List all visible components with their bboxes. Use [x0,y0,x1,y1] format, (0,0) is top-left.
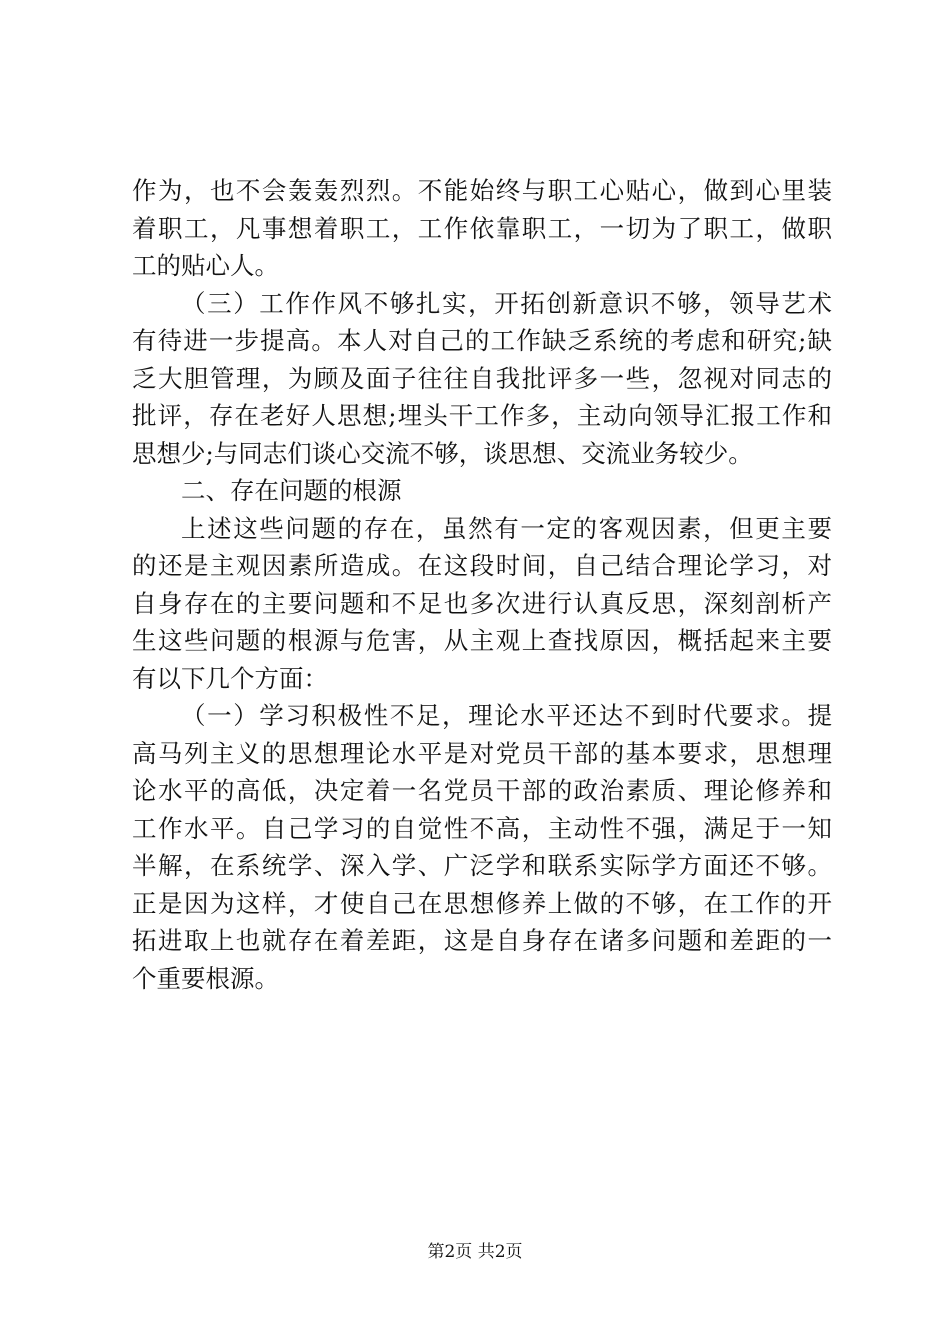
text-line: 思想少;与同志们谈心交流不够，谈思想、交流业务较少。 [132,438,753,468]
text-line: 乏大胆管理，为顾及面子往往自我批评多一些，忽视对同志的 [132,363,832,393]
text-line: 批评，存在老好人思想;埋头干工作多，主动向领导汇报工作和 [132,401,832,430]
section-heading [132,472,832,510]
paragraph-root-causes [132,510,832,698]
text-line: 有以下几个方面： [132,663,328,693]
text-line: 着职工，凡事想着职工，工作依靠职工，一切为了职工，做职 [132,213,832,243]
paragraph-study [132,697,832,997]
document-body [132,172,832,997]
text-line: 工的贴心人。 [132,251,279,280]
text-line: 半解，在系统学、深入学、广泛学和联系实际学方面还不够。 [132,851,832,880]
text-line: 正是因为这样，才使自己在思想修养上做的不够，在工作的开 [132,888,832,918]
heading-line: 二、存在问题的根源 [181,476,402,505]
text-line: 上述这些问题的存在，虽然有一定的客观因素，但更主要 [181,513,832,543]
text-line: 论水平的高低，决定着一名党员干部的政治素质、理论修养和 [132,776,832,805]
text-line: 生这些问题的根源与危害，从主观上查找原因，概括起来主要 [132,626,832,655]
text-line: 自身存在的主要问题和不足也多次进行认真反思，深刻剖析产 [132,588,832,618]
paragraph-work-style [132,285,832,473]
text-line: （三）工作作风不够扎实，开拓创新意识不够，领导艺术 [181,288,832,318]
text-line: 拓进取上也就存在着差距，这是自身存在诸多问题和差距的一 [132,926,832,955]
text-line: 有待进一步提高。本人对自己的工作缺乏系统的考虑和研究;缺 [132,326,832,355]
text-line: （一）学习积极性不足，理论水平还达不到时代要求。提 [181,701,832,730]
text-line: 作为，也不会轰轰烈烈。不能始终与职工心贴心，做到心里装 [132,176,832,205]
text-line: 工作水平。自己学习的自觉性不高，主动性不强，满足于一知 [132,813,832,843]
text-line: 个重要根源。 [132,963,279,993]
text-line: 的还是主观因素所造成。在这段时间，自己结合理论学习，对 [132,551,832,580]
page-number-footer: 第2页 共2页 [427,1242,523,1262]
paragraph-continuation [132,172,832,285]
text-line: 高马列主义的思想理论水平是对党员干部的基本要求，思想理 [132,738,832,768]
